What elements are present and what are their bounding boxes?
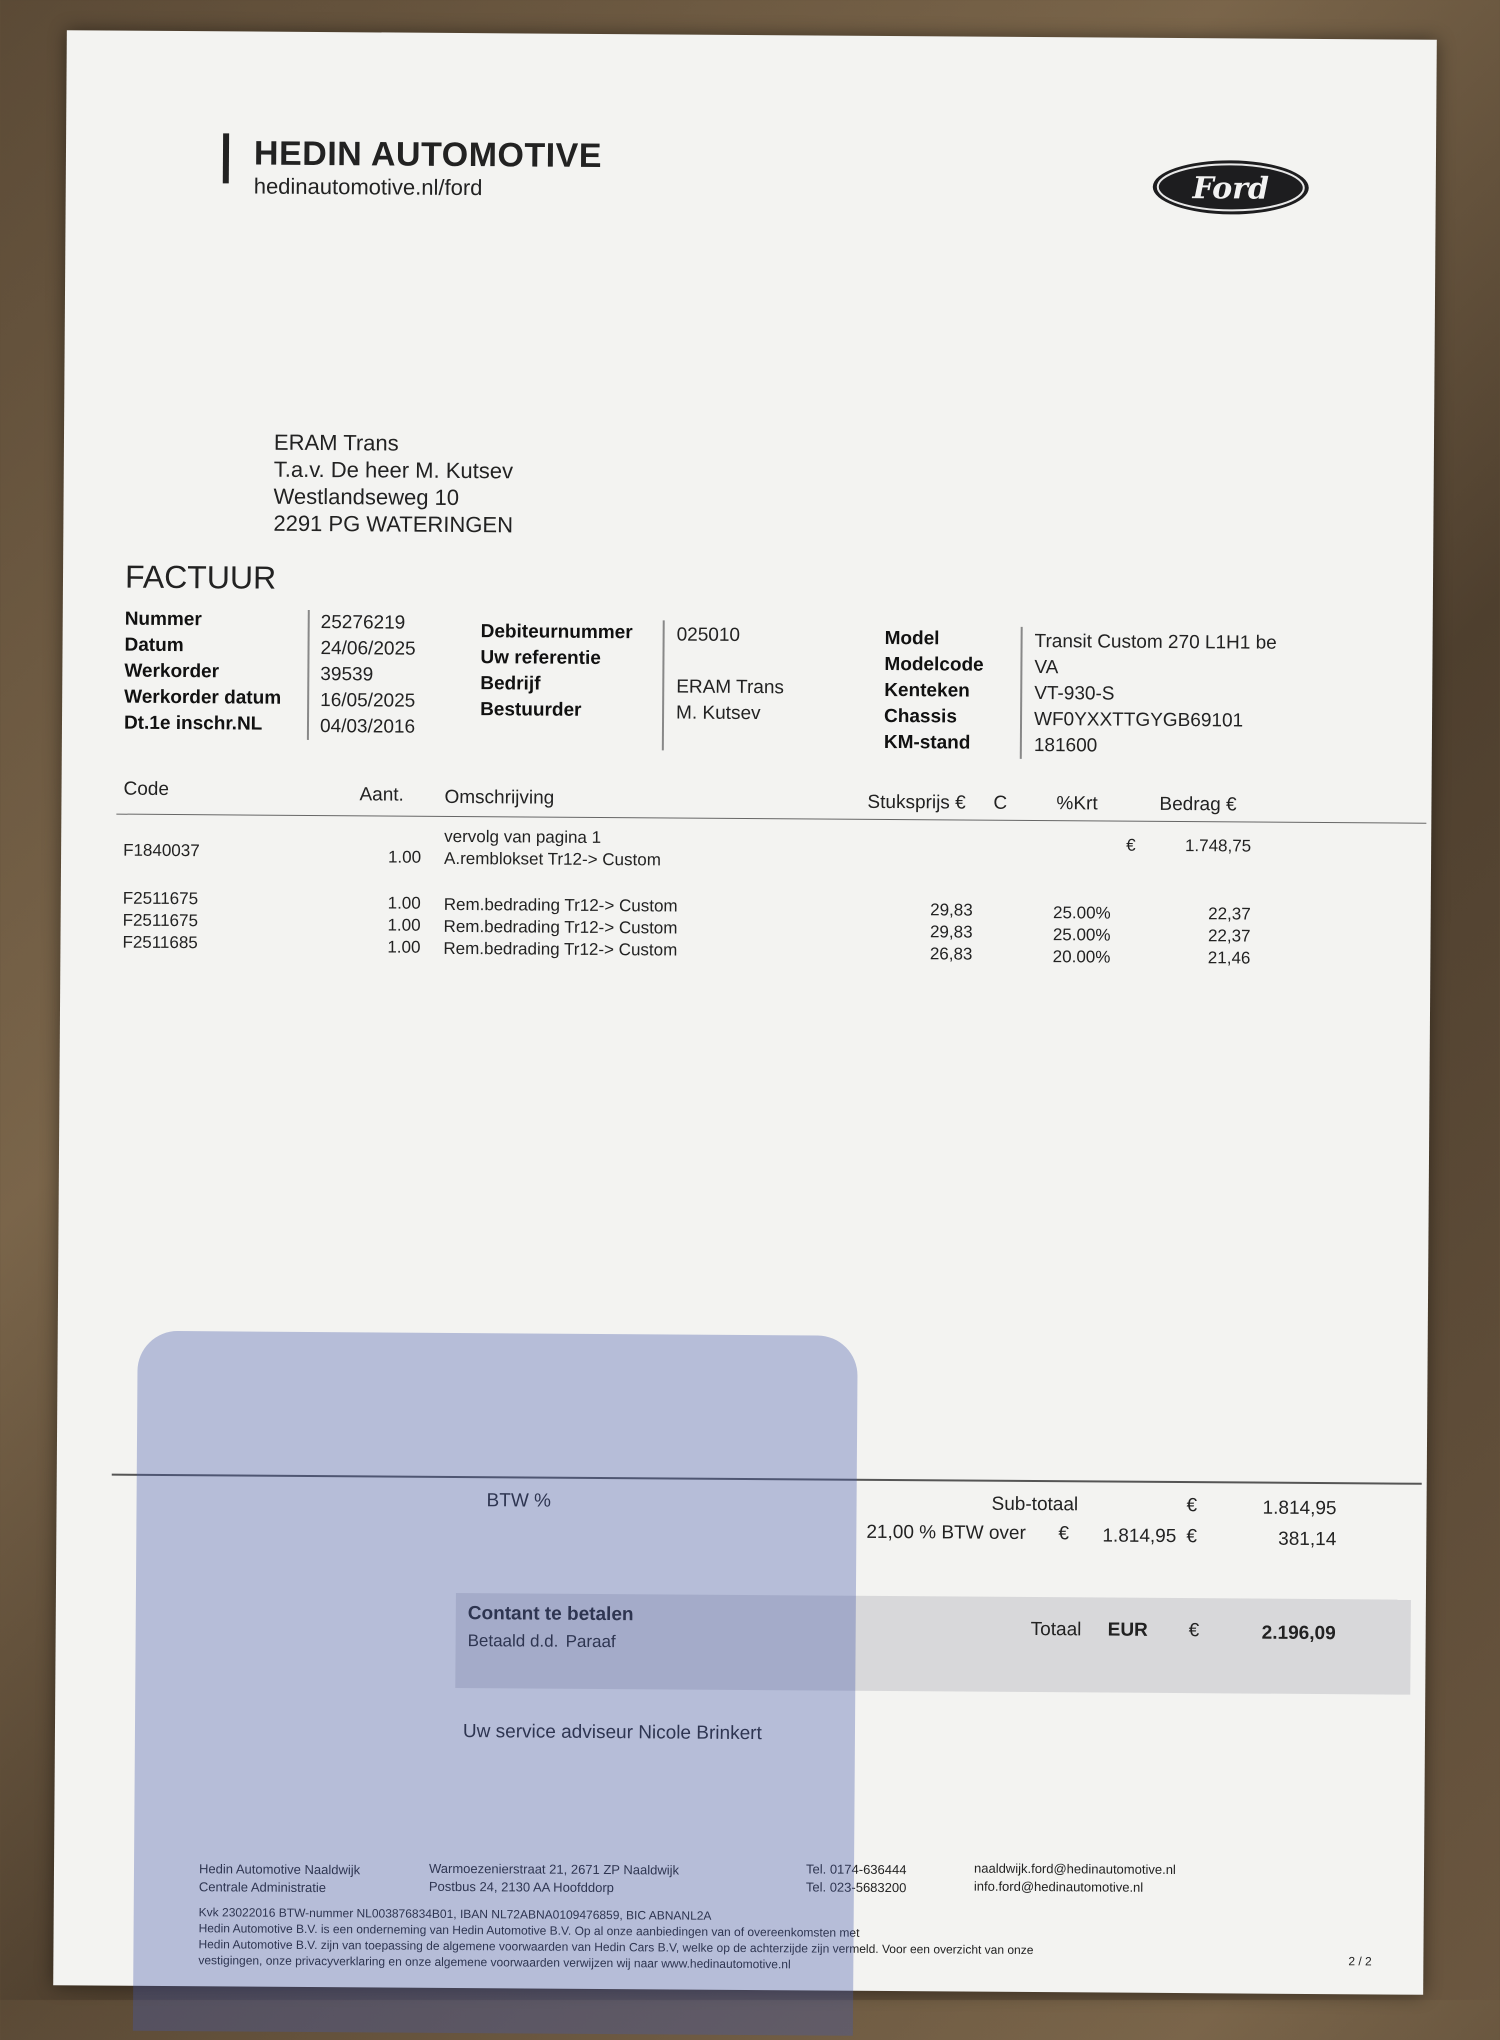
btw-currency: € [1186,1526,1198,1548]
info-label-debiteurnummer: Debiteurnummer [480,621,633,644]
row-4-omschrijving: Rem.bedrading Tr12-> Custom [443,938,678,960]
footer-col3-line1: Tel. 0174-636444 [805,1861,907,1878]
row-2-krt: 25.00% [1052,903,1111,923]
info-divider-left [307,610,310,740]
info-label-bedrijf: Bedrijf [480,673,541,695]
row-4-code: F2511685 [122,932,198,953]
info-divider-mid [662,620,665,750]
info-value-nummer: 25276219 [320,612,406,634]
col-header-c: C [993,792,1008,814]
footer-col2-line1: Warmoezenierstraat 21, 2671 ZP Naaldwijk [428,1860,680,1878]
ford-logo-text: Ford [1192,171,1270,207]
footer-col3-line2: Tel. 023-5683200 [805,1879,907,1896]
subtotal-value: 1.814,95 [1262,1497,1337,1520]
row-3-stuksprijs: 29,83 [929,922,973,942]
info-value-debiteurnummer: 025010 [676,624,741,646]
contant-label: Contant te betalen [467,1603,634,1626]
continuation-amount: 1.748,75 [1184,836,1252,856]
row-3-bedrag: 22,37 [1207,926,1251,946]
col-header-stuksprijs: Stuksprijs € [867,791,966,814]
info-value-bestuurder: M. Kutsev [676,702,761,725]
recipient-line-4: 2291 PG WATERINGEN [273,510,514,538]
footer-col1-line2: Centrale Administratie [198,1879,327,1896]
continuation-text: vervolg van pagina 1 [444,826,602,847]
info-value-dt-inschr: 04/03/2016 [319,716,416,738]
col-header-omschrijving: Omschrijving [444,786,555,809]
btw-base-currency: € [1058,1523,1070,1545]
row-2-stuksprijs: 29,83 [930,900,973,920]
totaal-currency-code: EUR [1107,1619,1148,1641]
row-2-code: F2511675 [122,888,199,909]
info-divider-right [1020,627,1023,759]
info-value-datum: 24/06/2025 [320,638,416,660]
row-4-aant: 1.00 [387,937,421,957]
btw-line-label: 21,00 % BTW over [866,1521,1026,1544]
btw-value: 381,14 [1278,1528,1337,1551]
recipient-line-3: Westlandseweg 10 [273,483,460,510]
btw-base-value: 1.814,95 [1102,1525,1177,1548]
info-value-kenteken: VT-930-S [1034,683,1115,705]
row-4-krt: 20.00% [1052,947,1111,967]
subtotal-label: Sub-totaal [991,1493,1079,1516]
company-name: HEDIN AUTOMOTIVE [253,134,603,175]
ford-logo-icon [1151,158,1311,217]
info-value-werkorder: 39539 [320,664,374,686]
row-1-omschrijving: A.remblokset Tr12-> Custom [444,848,661,870]
info-value-bedrijf: ERAM Trans [676,676,785,699]
footer-col1-line1: Hedin Automotive Naaldwijk [198,1861,361,1878]
info-value-km-stand: 181600 [1033,735,1098,757]
totals-rule [112,1474,1422,1485]
footer-legal-line4: vestigingen, onze privacyverklaring en onze algemene voorwaarden verwijzen wij naar www.hedinautomotive.nl [198,1953,791,1972]
brand-bar [223,133,229,183]
info-label-chassis: Chassis [883,705,958,728]
recipient-line-2: T.a.v. De heer M. Kutsev [273,456,514,484]
info-value-modelcode: VA [1034,657,1059,679]
row-3-krt: 25.00% [1052,925,1111,945]
row-4-bedrag: 21,46 [1207,948,1251,968]
row-2-omschrijving: Rem.bedrading Tr12-> Custom [443,894,678,916]
row-3-code: F2511675 [122,910,199,931]
footer-col2-line2: Postbus 24, 2130 AA Hoofddorp [428,1878,614,1896]
footer-legal-line2: Hedin Automotive B.V. is een onderneming van Hedin Automotive B.V. Op al onze aanbiedingen van of overeenkomsten met [198,1921,860,1940]
btw-percent-label: BTW % [486,1490,552,1512]
info-label-uw-referentie: Uw referentie [480,647,601,669]
row-2-bedrag: 22,37 [1208,904,1251,924]
info-label-modelcode: Modelcode [884,653,984,676]
row-1-aant: 1.00 [387,847,422,867]
totaal-label: Totaal [1030,1619,1082,1641]
info-label-nummer: Nummer [124,608,202,631]
betaald-label: Betaald d.d. [467,1631,559,1651]
info-label-kenteken: Kenteken [884,679,970,702]
col-header-bedrag: Bedrag € [1159,793,1237,816]
subtotal-currency: € [1186,1495,1198,1517]
info-label-werkorder-datum: Werkorder datum [124,686,282,709]
totaal-value: 2.196,09 [1261,1622,1336,1645]
invoice-page [53,30,1437,1995]
footer-col4-line1: naaldwijk.ford@hedinautomotive.nl [973,1860,1176,1878]
page-number: 2 / 2 [1348,1954,1372,1969]
col-header-aant: Aant. [359,784,404,806]
company-url: hedinautomotive.nl/ford [253,173,483,201]
col-header-krt: %Krt [1056,793,1098,815]
footer-col4-line2: info.ford@hedinautomotive.nl [973,1878,1144,1895]
info-label-datum: Datum [124,634,184,657]
row-1-code: F1840037 [123,840,200,861]
row-2-aant: 1.00 [387,893,421,913]
info-label-werkorder: Werkorder [124,660,220,683]
paraaf-label: Paraaf [565,1631,616,1652]
invoice-title: FACTUUR [124,558,277,596]
col-header-code: Code [123,778,170,800]
info-value-chassis: WF0YXXTTGYGB69101 [1033,709,1244,732]
row-3-omschrijving: Rem.bedrading Tr12-> Custom [443,916,678,938]
footer-legal-line3: Hedin Automotive B.V. zijn van toepassing de algemene voorwaarden van Hedin Cars B.V, welke op de achterzijde zijn vermeld. Voor een overzicht van onze [198,1937,1034,1958]
info-label-km-stand: KM-stand [883,731,971,754]
info-value-model: Transit Custom 270 L1H1 be [1034,631,1277,654]
info-label-bestuurder: Bestuurder [480,699,582,721]
service-advisor: Uw service adviseur Nicole Brinkert [462,1721,762,1745]
info-value-werkorder-datum: 16/05/2025 [320,690,416,712]
footer-legal-line1: Kvk 23022016 BTW-nummer NL003876834B01, IBAN NL72ABNA0109476859, BIC ABNANL2A [198,1905,712,1923]
info-label-dt-inschr: Dt.1e inschr.NL [123,712,263,735]
continuation-currency: € [1126,835,1136,855]
recipient-line-1: ERAM Trans [273,429,399,456]
row-3-aant: 1.00 [387,915,421,935]
row-4-stuksprijs: 26,83 [929,944,973,964]
info-label-model: Model [884,627,940,650]
totaal-currency: € [1188,1620,1200,1642]
